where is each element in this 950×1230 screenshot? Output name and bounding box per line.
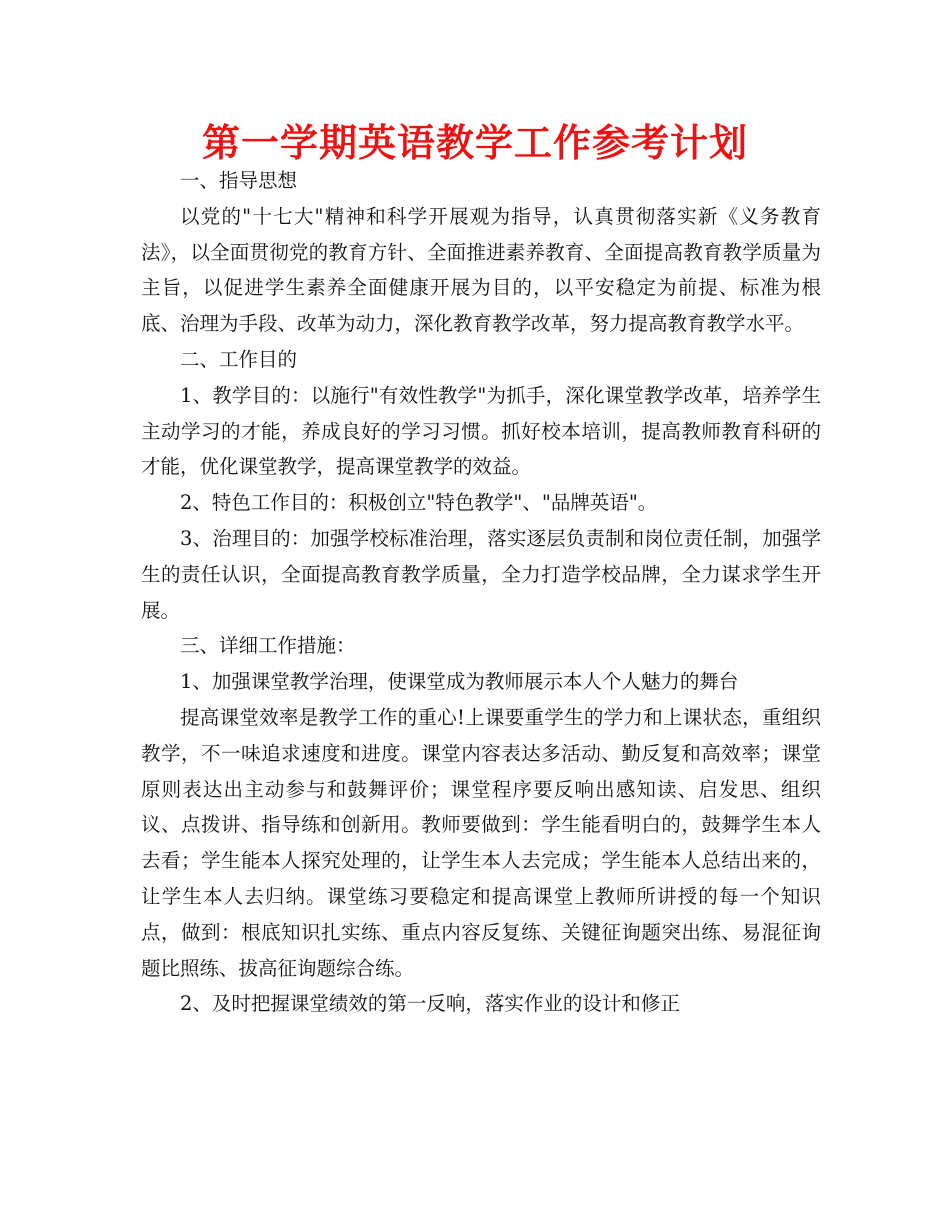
- paragraph: 2、特色工作目的：积极创立"特色教学"、"品牌英语"。: [180, 491, 658, 515]
- paragraph: 3、治理目的：加强学校标准治理，落实逐层负责制和岗位责任制，加强学生的责任认识，全面提高教育教学质量，全力打造学校品牌，全力谋求学生开展。: [141, 526, 821, 622]
- paragraph: 2、及时把握课堂绩效的第一反响，落实作业的设计和修正: [180, 992, 680, 1016]
- document-body: [141, 163, 821, 1022]
- paragraph: 提高课堂效率是教学工作的重心!上课要重学生的学力和上课状态，重组织教学，不一味追求速度和进度。课堂内容表达多活动、勤反复和高效率；课堂原则表达出主动参与和鼓舞评价；课堂程序要反响出感知读、启发思、组织议、点拨讲、指导练和创新用。教师要做到：学生能看明白的，鼓舞学生本人去看；学生能本人探究处理的，让学生本人去完成；学生能本人总结出来的，让学生本人去归纳。课堂练习要稳定和提高课堂上教师所讲授的每一个知识点，做到：根底知识扎实练、重点内容反复练、关键征询题突出练、易混征询题比照练、拔高征询题综合练。: [141, 705, 821, 980]
- section-heading-work-goals: 二、工作目的: [180, 347, 298, 371]
- paragraph: 以党的"十七大"精神和科学开展观为指导，认真贯彻落实新《义务教育法》，以全面贯彻党的教育方针、全面推进素养教育、全面提高教育教学质量为主旨，以促进学生素养全面健康开展为目的，以平安稳定为前提、标准为根底、治理为手段、改革为动力，深化教育教学改革，努力提高教育教学水平。: [141, 204, 821, 336]
- paragraph: 1、教学目的：以施行"有效性教学"为抓手，深化课堂教学改革，培养学生主动学习的才能，养成良好的学习习惯。抓好校本培训，提高教师教育科研的才能，优化课堂教学，提高课堂教学的效益。: [141, 383, 821, 479]
- section-heading-work-measures: 三、详细工作措施：: [180, 634, 356, 658]
- paragraph: 1、加强课堂教学治理，使课堂成为教师展示本人个人魅力的舞台: [180, 670, 739, 694]
- section-heading-guiding-ideology: 一、指导思想: [180, 169, 298, 192]
- document-title: 第一学期英语教学工作参考计划: [201, 121, 748, 165]
